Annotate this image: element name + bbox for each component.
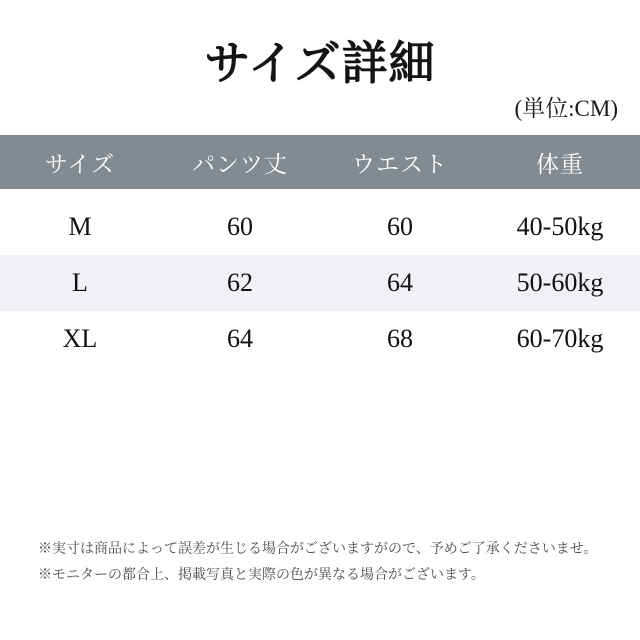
waist-value: 68: [387, 324, 413, 353]
waist-value: 60: [387, 212, 413, 241]
pants-length-value: 62: [227, 268, 253, 297]
waist-value: 64: [387, 268, 413, 297]
table-body: [0, 189, 640, 367]
pants-length-value: 64: [227, 324, 253, 353]
footnotes: [0, 537, 640, 589]
footnote-color-difference: ※モニターの都合上、掲載写真と実際の色が異なる場合がございます。: [38, 568, 485, 583]
weight-value: 40-50kg: [516, 212, 604, 241]
table-row-m: [0, 199, 640, 255]
column-header-waist: ウエスト: [352, 151, 448, 177]
weight-value: 50-60kg: [516, 268, 604, 297]
column-header-pants-length: パンツ丈: [192, 151, 288, 177]
size-value: L: [72, 268, 88, 297]
page-title: サイズ詳細: [204, 38, 436, 89]
weight-value: 60-70kg: [516, 324, 604, 353]
size-value: XL: [62, 324, 98, 353]
footnote-measurement-tolerance: ※実寸は商品によって誤差が生じる場合がございますがので、予めご了承くださいませ。: [38, 542, 598, 557]
table-header-row: [0, 135, 640, 189]
size-table: [0, 135, 640, 367]
pants-length-value: 60: [227, 212, 253, 241]
size-value: M: [68, 212, 92, 241]
table-row-xl: [0, 311, 640, 367]
unit-label: (単位:CM): [514, 96, 618, 121]
column-header-size: サイズ: [44, 151, 116, 177]
table-row-l: [0, 255, 640, 311]
column-header-weight: 体重: [536, 151, 584, 177]
